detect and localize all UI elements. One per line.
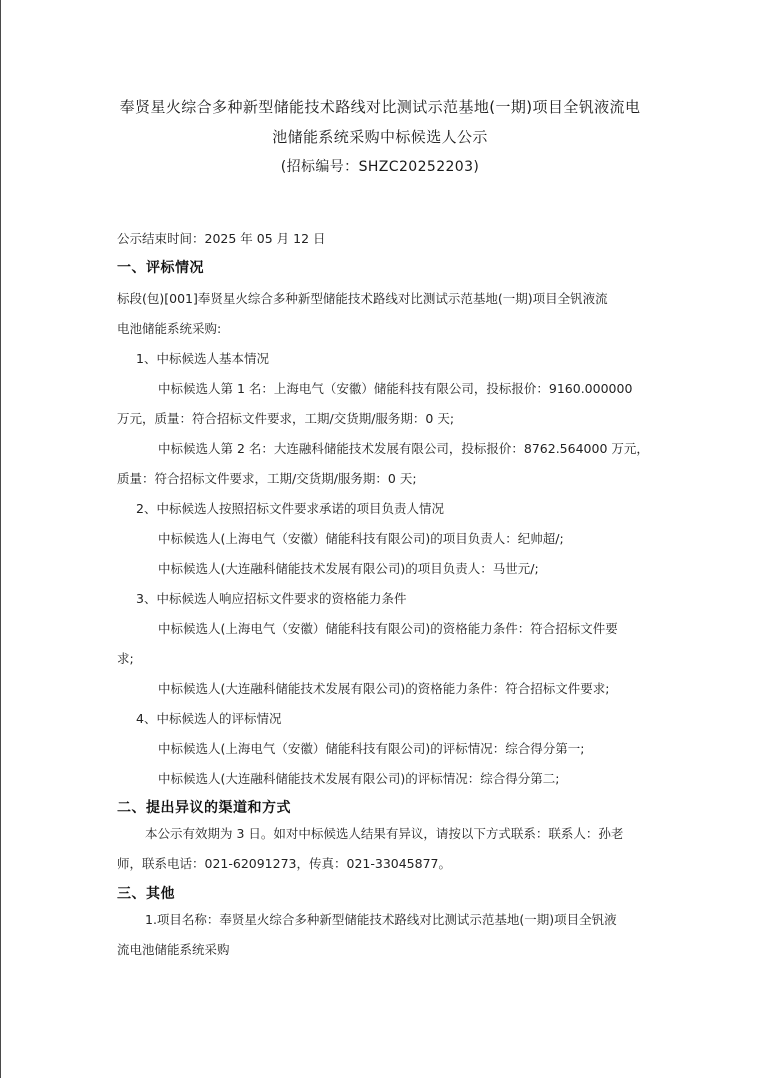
other-line-1: 1.项目名称：奉贤星火综合多种新型储能技术路线对比测试示范基地(一期)项目全钒液 bbox=[145, 912, 617, 927]
section-2-heading: 二、提出异议的渠道和方式 bbox=[117, 800, 291, 816]
project-manager-2: 中标候选人(大连融科储能技术发展有限公司)的项目负责人：马世元/; bbox=[158, 561, 539, 576]
announcement-end-time: 公示结束时间：2025 年 05 月 12 日 bbox=[117, 231, 326, 246]
page-title-line-2: 池储能系统采购中标候选人公示 bbox=[272, 128, 488, 146]
objection-line-2: 师，联系电话：021-62091273，传真：021-33045877。 bbox=[117, 856, 451, 871]
section-3-heading: 三、其他 bbox=[117, 886, 175, 902]
subsection-3-title: 3、中标候选人响应招标文件要求的资格能力条件 bbox=[136, 591, 407, 606]
evaluation-1: 中标候选人(上海电气（安徽）储能科技有限公司)的评标情况：综合得分第一; bbox=[158, 741, 585, 756]
subsection-1-title: 1、中标候选人基本情况 bbox=[136, 351, 269, 366]
evaluation-2: 中标候选人(大连融科储能技术发展有限公司)的评标情况：综合得分第二; bbox=[158, 771, 560, 786]
section-1-intro-line-1: 标段(包)[001]奉贤星火综合多种新型储能技术路线对比测试示范基地(一期)项目全钒液流 bbox=[117, 291, 608, 306]
qualification-2: 中标候选人(大连融科储能技术发展有限公司)的资格能力条件：符合招标文件要求; bbox=[158, 681, 610, 696]
qualification-1-line-2: 求; bbox=[117, 651, 134, 666]
project-manager-1: 中标候选人(上海电气（安徽）储能科技有限公司)的项目负责人：纪帅超/; bbox=[158, 531, 564, 546]
candidate-1-info-line-1: 中标候选人第 1 名：上海电气（安徽）储能科技有限公司，投标报价：9160.000000 bbox=[158, 381, 633, 396]
objection-line-1: 本公示有效期为 3 日。如对中标候选人结果有异议，请按以下方式联系：联系人：孙老 bbox=[145, 826, 624, 841]
page-title-line-1: 奉贤星火综合多种新型储能技术路线对比测试示范基地(一期)项目全钒液流电 bbox=[119, 98, 641, 116]
candidate-2-info-line-1: 中标候选人第 2 名：大连融科储能技术发展有限公司，投标报价：8762.564000 万元， bbox=[158, 441, 649, 456]
subsection-4-title: 4、中标候选人的评标情况 bbox=[136, 711, 282, 726]
other-line-2: 流电池储能系统采购 bbox=[117, 942, 230, 957]
subsection-2-title: 2、中标候选人按照招标文件要求承诺的项目负责人情况 bbox=[136, 501, 444, 516]
section-1-intro-line-2: 电池储能系统采购: bbox=[117, 321, 222, 336]
bid-number: (招标编号：SHZC20252203) bbox=[280, 159, 480, 175]
candidate-2-info-line-2: 质量：符合招标文件要求，工期/交货期/服务期：0 天; bbox=[117, 471, 417, 486]
qualification-1-line-1: 中标候选人(上海电气（安徽）储能科技有限公司)的资格能力条件：符合招标文件要 bbox=[158, 621, 618, 636]
section-1-heading: 一、评标情况 bbox=[117, 260, 204, 276]
candidate-1-info-line-2: 万元，质量：符合招标文件要求，工期/交货期/服务期：0 天; bbox=[117, 411, 455, 426]
